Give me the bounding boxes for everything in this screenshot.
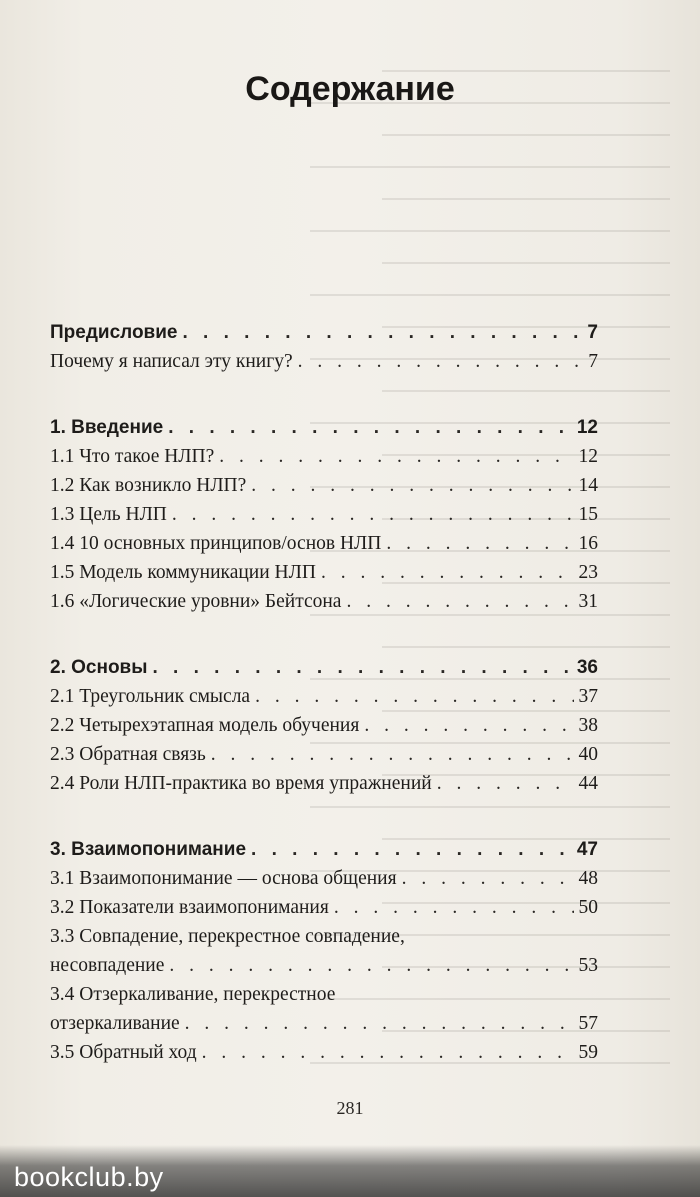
dot-leader (251, 835, 572, 864)
page-number: 281 (336, 1098, 364, 1118)
toc-entry-label: 1.6 «Логические уровни» Бейтсона (50, 591, 342, 612)
toc-page-number: 47 (576, 839, 598, 860)
toc-entry (50, 769, 598, 798)
toc-page-number: 12 (578, 446, 598, 467)
toc-section-label: 1. Введение (50, 417, 164, 438)
toc-entry (50, 471, 598, 500)
toc-section-chapter-2 (50, 653, 598, 682)
dot-leader (402, 864, 574, 893)
toc-page-number: 40 (578, 744, 598, 765)
dot-leader (172, 500, 574, 529)
toc-entry-label: 2.1 Треугольник смысла (50, 686, 251, 707)
toc-entry-label: 2.2 Четырехэтапная модель обучения (50, 715, 360, 736)
toc-section-label: 3. Взаимопонимание (50, 839, 247, 860)
page-title: Содержание (245, 70, 455, 108)
toc-entry-label: Почему я написал эту книгу? (50, 351, 293, 372)
toc-entry (50, 893, 598, 922)
toc-entry (50, 711, 598, 740)
toc-section-label: 2. Основы (50, 657, 148, 678)
dot-leader (169, 951, 573, 980)
toc-entry (50, 1009, 598, 1038)
toc-page-number: 16 (578, 533, 598, 554)
toc-entry-label: 3.5 Обратный ход (50, 1042, 197, 1063)
toc-page-number: 44 (578, 773, 598, 794)
toc-page-number: 50 (578, 897, 598, 918)
toc-entry (50, 682, 598, 711)
dot-leader (437, 769, 574, 798)
toc-entry (50, 347, 598, 376)
toc-section-chapter-1 (50, 413, 598, 442)
toc-entry (50, 951, 598, 980)
toc-entry-label-line1: 3.3 Совпадение, перекрестное совпадение, (50, 926, 405, 947)
dot-leader (255, 682, 573, 711)
toc-entry-label: 2.4 Роли НЛП-практика во время упражнений (50, 773, 432, 794)
toc-page-number: 12 (576, 417, 598, 438)
toc-page-number: 38 (578, 715, 598, 736)
dot-leader (211, 740, 574, 769)
dot-leader (321, 558, 574, 587)
toc-entry-label: 1.5 Модель коммуникации НЛП (50, 562, 316, 583)
toc-entry-label: 3.1 Взаимопонимание — основа общения (50, 868, 397, 889)
toc-entry (50, 558, 598, 587)
dot-leader (168, 413, 572, 442)
dot-leader (386, 529, 573, 558)
toc-page-number: 23 (578, 562, 598, 583)
toc-entry-label: 1.3 Цель НЛП (50, 504, 167, 525)
toc-entry (50, 864, 598, 893)
toc-page-number: 14 (578, 475, 598, 496)
toc-page-number: 37 (578, 686, 598, 707)
toc-section-preface (50, 318, 598, 347)
toc-entry-label: 2.3 Обратная связь (50, 744, 206, 765)
toc-entry-label-line2: отзеркаливание (50, 1013, 180, 1034)
toc-page-number: 15 (578, 504, 598, 525)
watermark-text: bookclub.by (14, 1162, 164, 1192)
toc-entry (50, 587, 598, 616)
dot-leader (364, 711, 573, 740)
dot-leader (251, 471, 573, 500)
dot-leader (185, 1009, 574, 1038)
toc-entry (50, 442, 598, 471)
watermark-bar (0, 1145, 700, 1197)
dot-leader (202, 1038, 574, 1067)
toc-page-number: 36 (576, 657, 598, 678)
toc-entry (50, 529, 598, 558)
toc-entry-label: 1.4 10 основных принципов/основ НЛП (50, 533, 382, 554)
toc-entry-label: 1.1 Что такое НЛП? (50, 446, 215, 467)
toc-entry-label-line2: несовпадение (50, 955, 165, 976)
toc-page-number: 59 (578, 1042, 598, 1063)
toc-entry-label: 3.2 Показатели взаимопонимания (50, 897, 329, 918)
toc-entry-label-line1: 3.4 Отзеркаливание, перекрестное (50, 984, 336, 1005)
dot-leader (152, 653, 571, 682)
dot-leader (298, 347, 584, 376)
toc-section-chapter-3 (50, 835, 598, 864)
table-of-contents (50, 318, 598, 1067)
toc-page-number: 53 (578, 955, 598, 976)
toc-entry (50, 1038, 598, 1067)
toc-page-number: 31 (578, 591, 598, 612)
dot-leader (346, 587, 573, 616)
dot-leader (219, 442, 573, 471)
dot-leader (183, 318, 583, 347)
toc-entry (50, 740, 598, 769)
toc-page-number: 48 (578, 868, 598, 889)
toc-entry (50, 500, 598, 529)
toc-page-number: 7 (587, 322, 598, 343)
toc-entry-label: 1.2 Как возникло НЛП? (50, 475, 247, 496)
toc-page-number: 7 (588, 351, 598, 372)
dot-leader (334, 893, 574, 922)
toc-page-number: 57 (578, 1013, 598, 1034)
toc-section-label: Предисловие (50, 322, 178, 343)
